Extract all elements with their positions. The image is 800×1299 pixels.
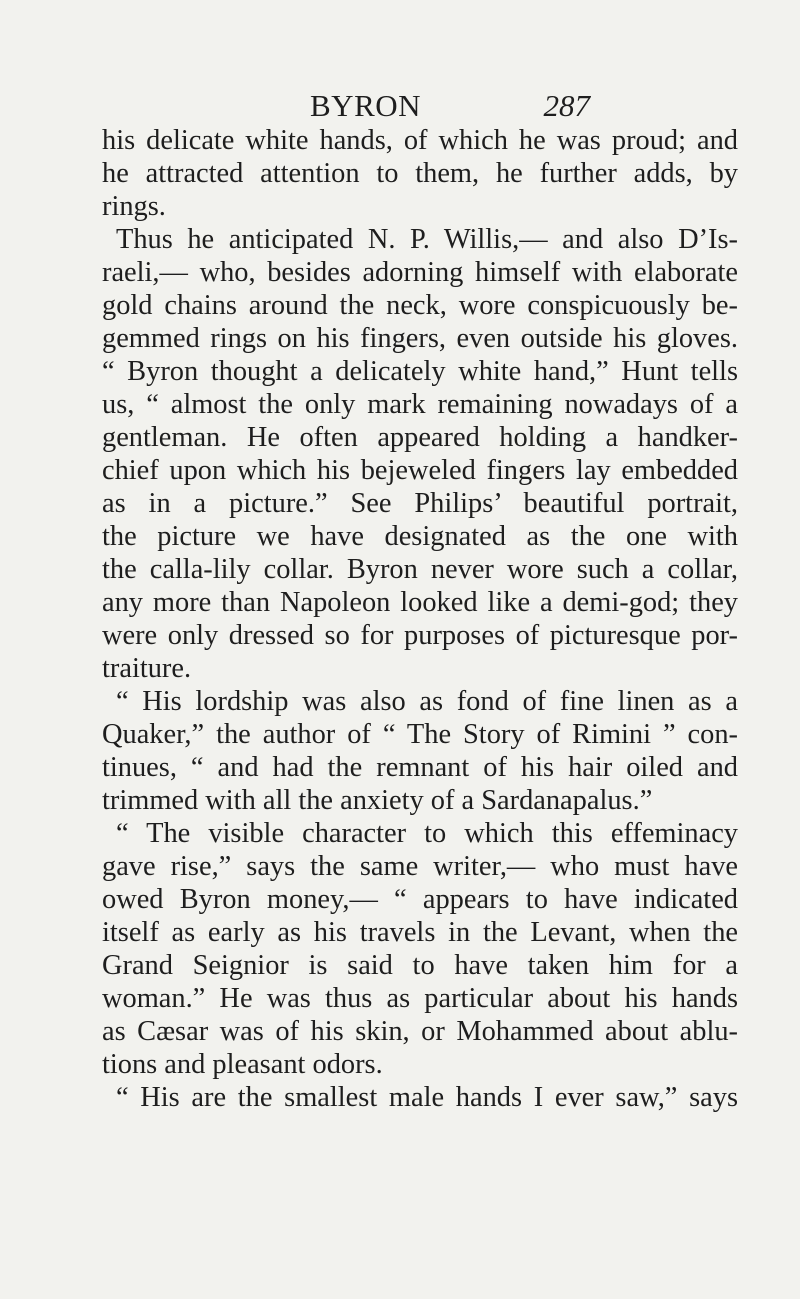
text-line: as in a picture.” See Philips’ beautiful portrait,	[102, 488, 738, 519]
text-line: were only dressed so for purposes of picturesque por-	[102, 620, 738, 651]
text-line: he attracted attention to them, he further adds, by	[102, 158, 738, 189]
text-line: gentleman. He often appeared holding a handker-	[102, 422, 738, 453]
text-line: rings.	[102, 191, 166, 222]
body-text	[102, 124, 738, 1114]
text-line: “ His lordship was also as fond of fine linen as a	[116, 686, 738, 717]
text-line: tions and pleasant odors.	[102, 1049, 383, 1080]
text-line: the picture we have designated as the one with	[102, 521, 738, 552]
text-line: his delicate white hands, of which he was proud; and	[102, 125, 738, 156]
text-line: Quaker,” the author of “ The Story of Rimini ” con-	[102, 719, 738, 750]
text-line: raeli,— who, besides adorning himself with elaborate	[102, 257, 738, 288]
text-line: as Cæsar was of his skin, or Mohammed about ablu-	[102, 1016, 738, 1047]
text-line: “ The visible character to which this effeminacy	[116, 818, 738, 849]
text-line: trimmed with all the anxiety of a Sardanapalus.”	[102, 785, 653, 816]
text-line: the calla-lily collar. Byron never wore such a collar,	[102, 554, 738, 585]
text-line: any more than Napoleon looked like a demi-god; they	[102, 587, 738, 618]
text-line: gemmed rings on his fingers, even outside his gloves.	[102, 323, 738, 354]
text-line: owed Byron money,— “ appears to have indicated	[102, 884, 738, 915]
page-number: 287	[543, 88, 590, 123]
text-line: chief upon which his bejeweled fingers lay embedded	[102, 455, 738, 486]
text-line: traiture.	[102, 653, 192, 684]
text-line: “ His are the smallest male hands I ever saw,” says	[116, 1082, 738, 1113]
text-line: tinues, “ and had the remnant of his hair oiled and	[102, 752, 738, 783]
text-line: itself as early as his travels in the Levant, when the	[102, 917, 738, 948]
text-line: Thus he anticipated N. P. Willis,— and also D’Is-	[116, 224, 738, 255]
running-head: BYRON	[310, 88, 422, 123]
text-line: “ Byron thought a delicately white hand,” Hunt tells	[102, 356, 738, 387]
text-line: gave rise,” says the same writer,— who must have	[102, 851, 738, 882]
text-line: gold chains around the neck, wore conspicuously be-	[102, 290, 738, 321]
text-line: Grand Seignior is said to have taken him for a	[102, 950, 738, 981]
text-line: woman.” He was thus as particular about his hands	[102, 983, 738, 1014]
text-line: us, “ almost the only mark remaining nowadays of a	[102, 389, 738, 420]
